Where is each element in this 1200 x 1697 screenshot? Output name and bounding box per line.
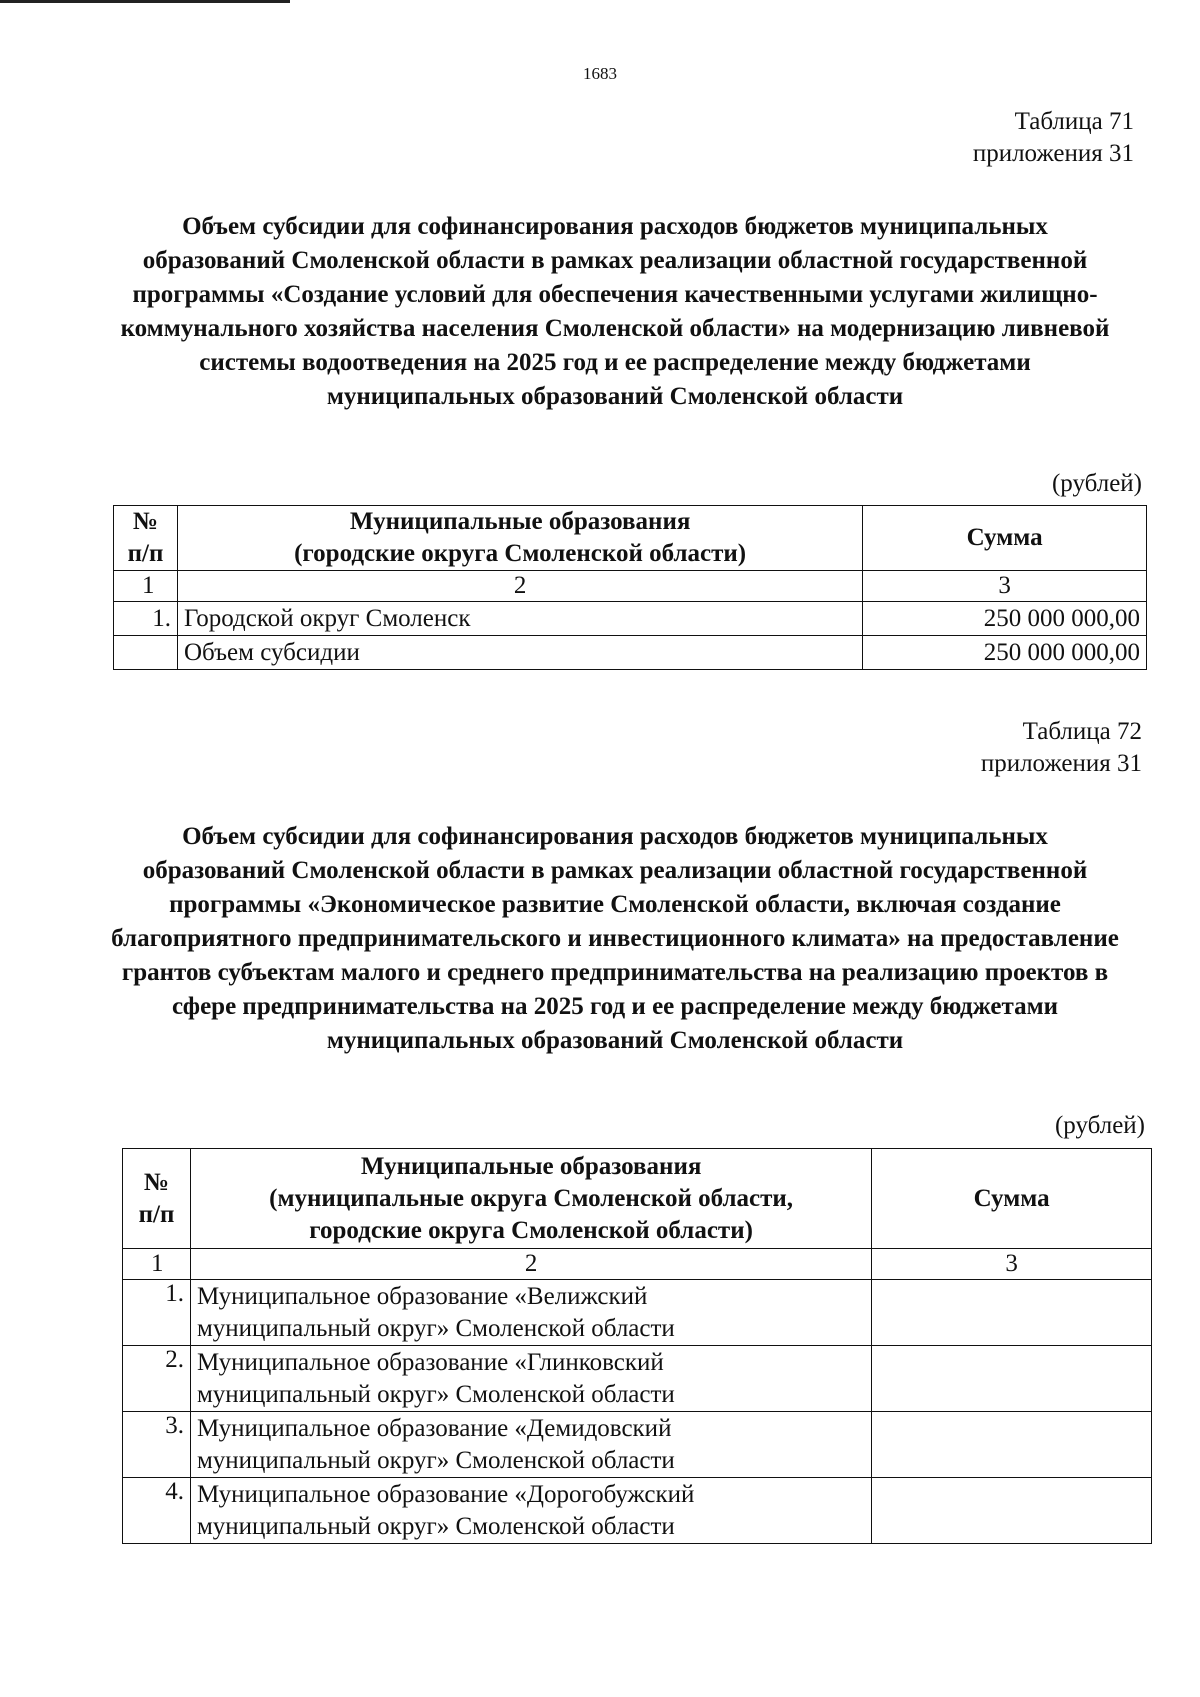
header-name-line2: (муниципальные округа Смоленской области, [269, 1184, 794, 1212]
table72-caption-line1: Таблица 72 [1022, 718, 1142, 745]
table72-caption [981, 716, 1142, 780]
index-cell: 3 [863, 571, 1147, 602]
row-num: 3. [123, 1412, 191, 1478]
row-name-line2: муниципальный округ» Смоленской области [196, 1380, 675, 1408]
row-num: 4. [123, 1478, 191, 1544]
row-num: 2. [123, 1346, 191, 1412]
index-cell: 1 [114, 571, 178, 602]
header-sum: Сумма [872, 1149, 1152, 1249]
row-name-line1: Муниципальное образование «Велижский [196, 1282, 648, 1310]
row-num: 1. [123, 1280, 191, 1346]
row-name-line1: Муниципальное образование «Глинковский [196, 1348, 664, 1376]
table71-header-row [114, 506, 1147, 571]
row-sum: 250 000 000,00 [863, 602, 1147, 636]
row-sum [872, 1478, 1152, 1544]
row-name [190, 1280, 871, 1346]
index-cell: 3 [872, 1249, 1152, 1280]
header-name-line1: Муниципальные образования [360, 1152, 702, 1180]
header-name-line1: Муниципальные образования [349, 508, 691, 535]
table-row [123, 1346, 1152, 1412]
table72-unit: (рублей) [1054, 1112, 1145, 1139]
header-name [190, 1149, 871, 1249]
header-num-line1: № [143, 1168, 170, 1196]
total-sum: 250 000 000,00 [863, 636, 1147, 670]
table72-title: Объем субсидии для софинансирования расходов бюджетов муниципальных образований Смоленской области в рамках реализации областной государственной программы «Экономическое развитие Смоленской области, включая создание благоприятного предпринимательского и инвестиционного климата» на предоставление грантов субъектам малого и среднего предпринимательства на реализацию проектов в сфере предпринимательства на 2025 год и ее распределение между бюджетами муниципальных образований Смоленской области [111, 823, 1119, 1054]
table71-index-row [114, 571, 1147, 602]
table71-unit: (рублей) [1051, 470, 1142, 497]
total-label: Объем субсидии [177, 636, 862, 670]
row-name-line2: муниципальный округ» Смоленской области [196, 1446, 675, 1474]
table71-caption [973, 106, 1134, 170]
row-sum [872, 1280, 1152, 1346]
table72-caption-line2: приложения 31 [980, 750, 1142, 777]
row-name-line1: Муниципальное образование «Демидовский [196, 1414, 672, 1442]
row-name: Городской округ Смоленск [177, 602, 862, 636]
row-name-line1: Муниципальное образование «Дорогобужский [196, 1480, 695, 1508]
row-sum [872, 1346, 1152, 1412]
header-name-line2: (городские округа Смоленской области) [294, 540, 747, 567]
index-cell: 2 [190, 1249, 871, 1280]
index-cell: 2 [177, 571, 862, 602]
table71-total-row [114, 636, 1147, 670]
table71-caption-line1: Таблица 71 [1014, 108, 1134, 135]
table-row [123, 1412, 1152, 1478]
header-sum: Сумма [863, 506, 1147, 571]
table71-title: Объем субсидии для софинансирования расходов бюджетов муниципальных образований Смоленской области в рамках реализации областной государственной программы «Создание условий для обеспечения качественными услугами жилищно-коммунального хозяйства населения Смоленской области» на модернизацию ливневой системы водоотведения на 2025 год и ее распределение между бюджетами муниципальных образований Смоленской области [120, 213, 1110, 410]
row-name-line2: муниципальный округ» Смоленской области [196, 1314, 675, 1342]
header-name-line3: городские округа Смоленской области) [309, 1216, 753, 1244]
table-row [123, 1478, 1152, 1544]
row-num: 1. [114, 602, 178, 636]
scan-border-line [0, 0, 290, 3]
header-num [114, 506, 178, 571]
table72 [122, 1148, 1152, 1544]
header-num-line2: п/п [138, 1200, 175, 1228]
table71 [113, 505, 1147, 670]
row-name-line2: муниципальный округ» Смоленской области [196, 1512, 675, 1540]
page-number: 1683 [583, 64, 617, 83]
table72-header-row [123, 1149, 1152, 1249]
total-num [114, 636, 178, 670]
table71-caption-line2: приложения 31 [972, 140, 1134, 167]
index-cell: 1 [123, 1249, 191, 1280]
row-name [190, 1346, 871, 1412]
row-name [190, 1412, 871, 1478]
row-sum [872, 1412, 1152, 1478]
row-name [190, 1478, 871, 1544]
header-name [177, 506, 862, 571]
table-row [114, 602, 1147, 636]
header-num-line2: п/п [127, 540, 164, 567]
table-row [123, 1280, 1152, 1346]
header-num-line1: № [132, 508, 159, 535]
table72-index-row [123, 1249, 1152, 1280]
header-num [123, 1149, 191, 1249]
